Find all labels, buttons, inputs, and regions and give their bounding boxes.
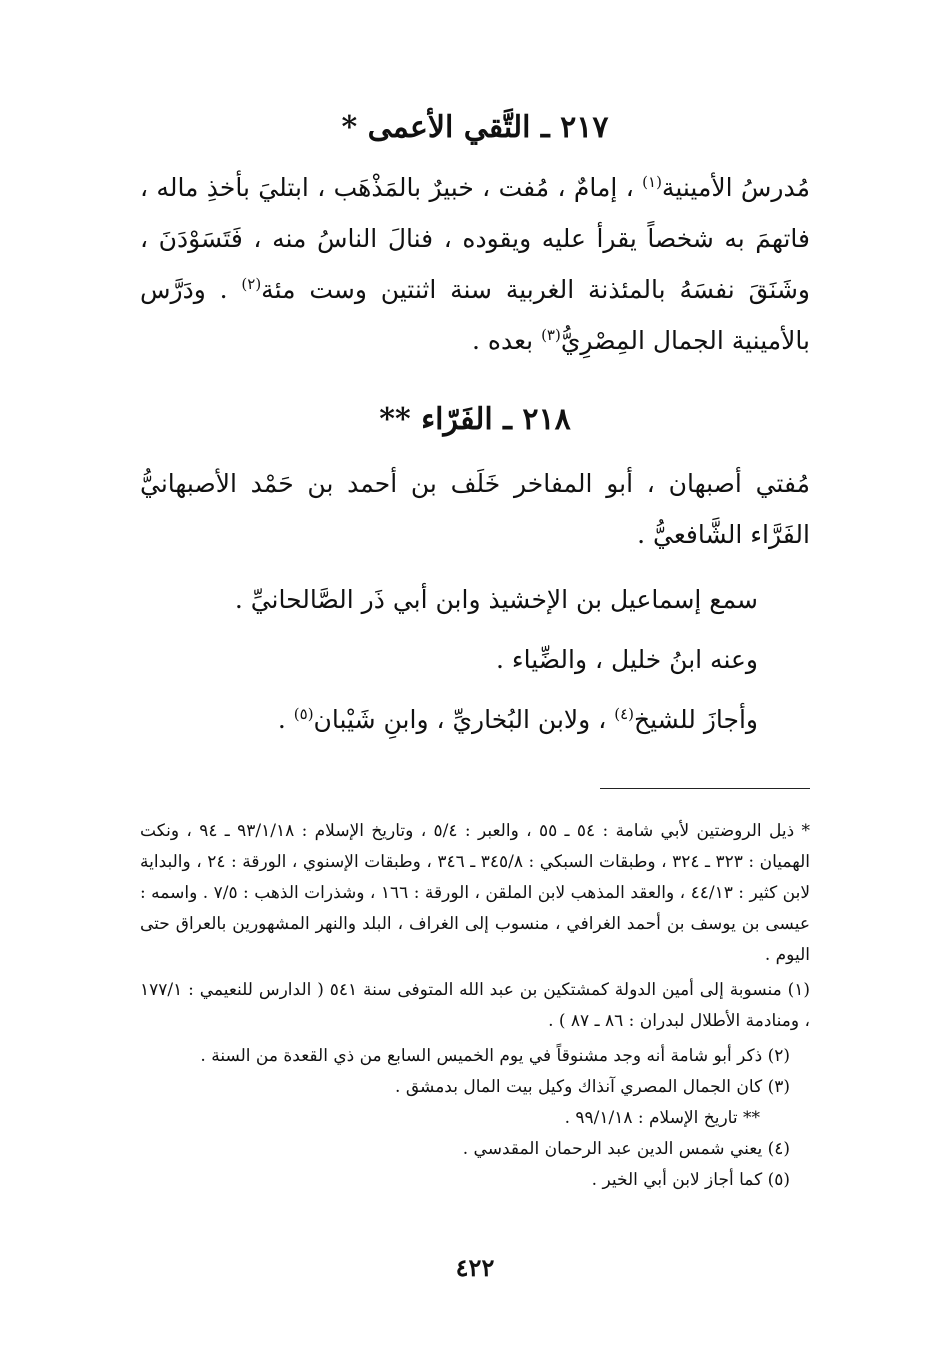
book-page (140, 0, 810, 1370)
entry-217-text-2: ، إمامٌ ، مُفت ، خبيرٌ بالمَذْهَب ، ابتليَ بأخذِ ماله ، فاتهمَ به شخصاً يقرأ عليه ويقوده ، فنالَ الناسُ منه ، فَتَسَوْدَنَ ، وشَنَقَ نفسَهُ بالمئذنة الغربية سنة اثنتين وست مئة (140, 173, 810, 304)
entry-217-text-3: . ودَرَّس بالأمينية الجمال المِصْرِيُّ (140, 275, 810, 355)
footnote-ref-4: (٤) (614, 705, 634, 723)
footnote-star-1: * ذيل الروضتين لأبي شامة : ٥٤ ـ ٥٥ ، والعبر : ٥/٤ ، وتاريخ الإسلام : ٩٣/١/١٨ ـ ٩٤ ، ونكت الهميان : ٣٢٣ ـ ٣٢٤ ، وطبقات السبكي : ٣٤٥/٨ ـ ٣٤٦ ، وطبقات الإسنوي ، الورقة : ٢٤ ، والبداية لابن كثير : ٤٤/١٣ ، والعقد المذهب لابن الملقن ، الورقة : ١٦٦ ، وشذرات الذهب : ٧/٥ . واسمه : عيسى بن يوسف بن أحمد الغرافي ، منسوب إلى الغراف ، البلد والنهر المشهورين بالعراق حتى اليوم . (140, 821, 811, 965)
entry-217-text-4: بعده . (471, 326, 534, 355)
entry-218-line-heard: سمع إسماعيل بن الإخشيذ وابن أبي ذَر الصَّالحانيِّ . (234, 585, 758, 614)
footnote-5: (٥) كما أجاز لابن أبي الخير . (591, 1170, 790, 1190)
entry-heading-217: ٢١٧ ـ التَّقي الأعمى * (341, 110, 609, 145)
entry-heading-218: ٢١٨ ـ الفَرّاء ** (379, 402, 571, 437)
entry-217-body (140, 162, 810, 366)
entry-218-line-students: وعنه ابنُ خليل ، والضِّياء . (495, 645, 758, 674)
entry-218-intro: مُفتي أصبهان ، أبو المفاخر خَلَف بن أحمد بن حَمْد الأصبهانيُّ الفَرَّاء الشَّافعيُّ . (140, 469, 810, 549)
entry-218-licensed-text-b: ، ولابن البُخاريِّ ، وابنِ شَيْبان (313, 705, 607, 734)
footnote-star-2: ** تاريخ الإسلام : ٩٩/١/١٨ . (564, 1108, 760, 1128)
footnote-ref-2: (٢) (241, 275, 262, 293)
footnote-3: (٣) كان الجمال المصري آنذاك وكيل بيت المال بدمشق . (395, 1077, 790, 1097)
footnote-4: (٤) يعني شمس الدين عبد الرحمان المقدسي . (462, 1139, 790, 1159)
entry-218-line-licensed (140, 700, 758, 740)
entry-218-licensed-text-a: وأجازَ للشيخ (634, 705, 758, 734)
footnotes (140, 816, 810, 1196)
footnote-ref-3: (٣) (541, 326, 561, 344)
footnote-ref-1: (١) (642, 173, 662, 191)
page-number: ٤٢٢ (455, 1253, 495, 1282)
footnote-divider (600, 788, 810, 789)
entry-218-licensed-text-c: . (277, 705, 286, 734)
footnote-ref-5: (٥) (293, 705, 314, 723)
footnote-2: (٢) ذكر أبو شامة أنه وجد مشنوقاً في يوم الخميس السابع من ذي القعدة من السنة . (200, 1046, 790, 1066)
footnote-1: (١) منسوبة إلى أمين الدولة كمشتكين بن عبد الله المتوفى سنة ٥٤١ ( الدارس للنعيمي : ١٧٧/١ ، ومنادمة الأطلال لبدران : ٨٦ ـ ٨٧ ) . (140, 980, 811, 1031)
entry-217-text-1: مُدرسُ الأمينية (661, 173, 811, 202)
